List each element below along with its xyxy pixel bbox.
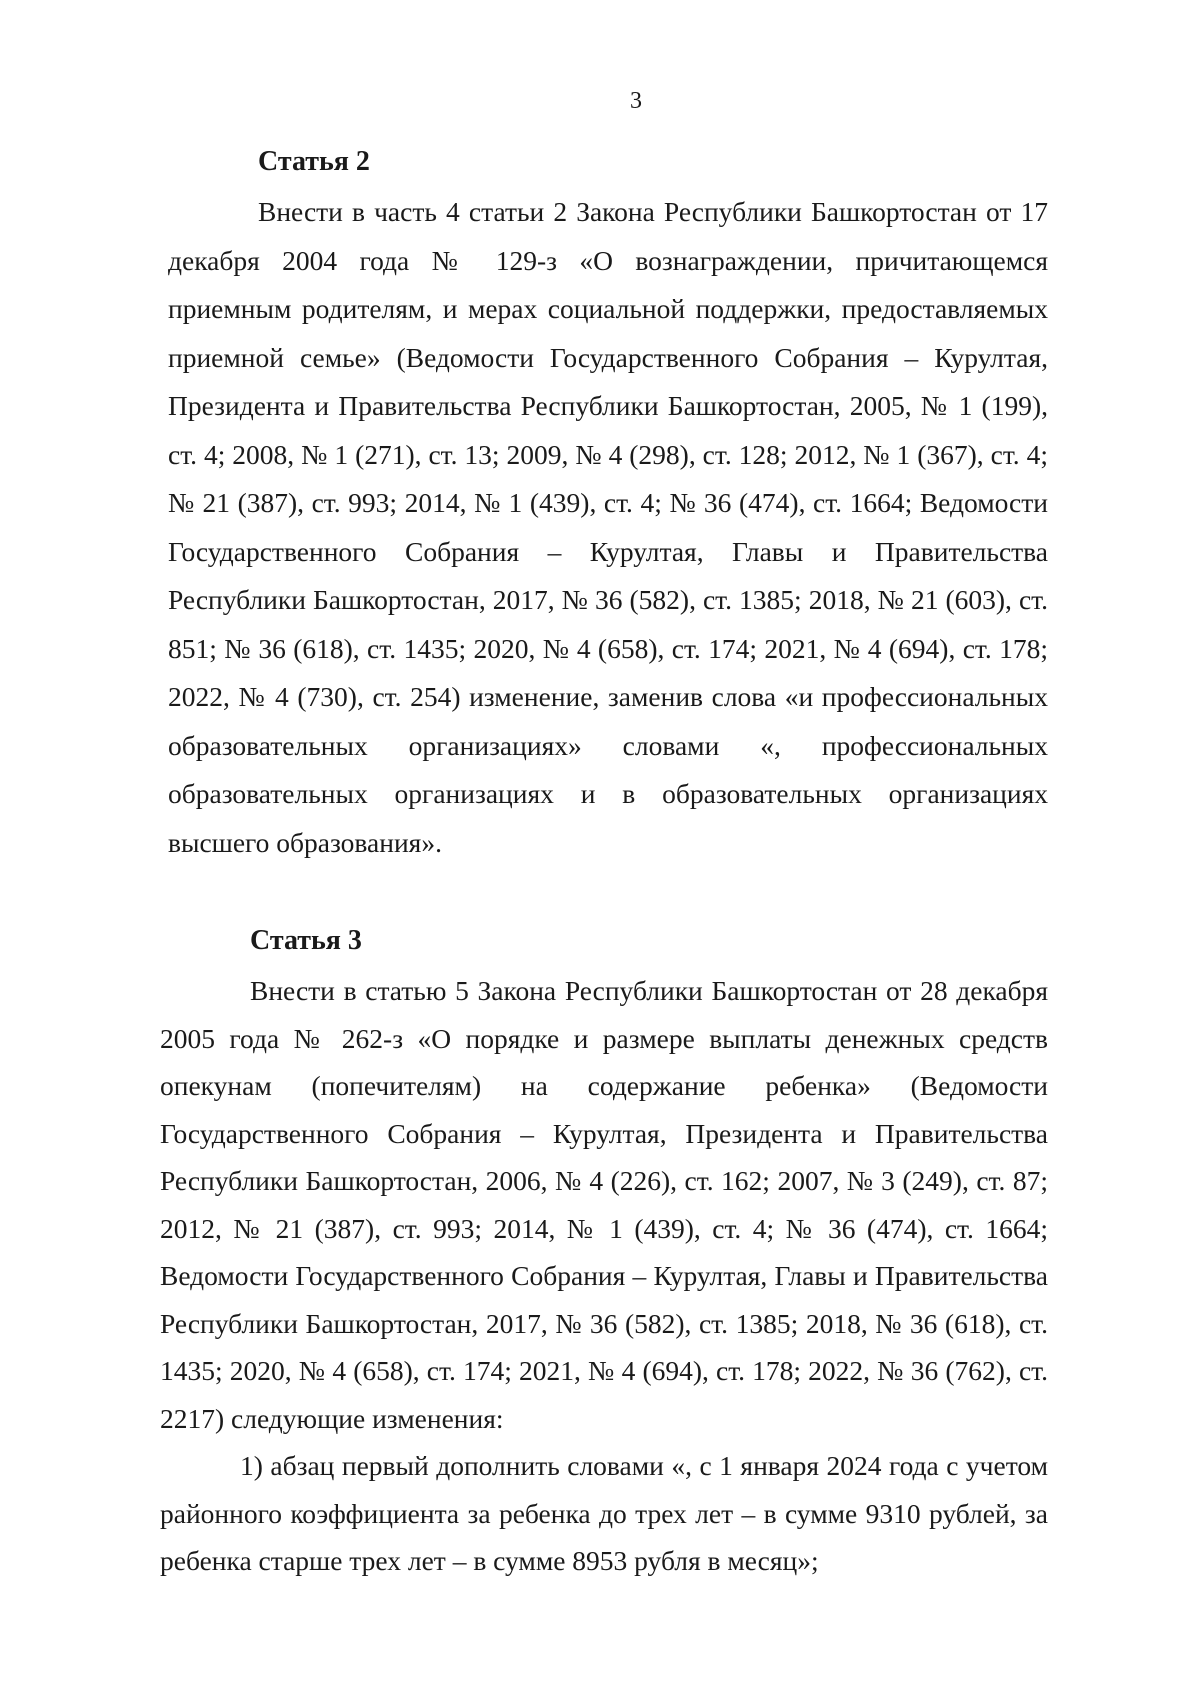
article-heading: Статья 2 xyxy=(258,146,370,177)
article-paragraph: Внести в статью 5 Закона Республики Башкортостан от 28 декабря 2005 года № 262-з «О порядке и размере выплаты денежных средств опекунам (попечителям) на содержание ребенка» (Ведомости Государственного Собрания – Курултая, Президента и Правительства Республики Башкортостан, 2006, № 4 (226), ст. 162; 2007, № 3 (249), ст. 87; 2012, № 21 (387), ст. 993; 2014, № 1 (439), ст. 4; № 36 (474), ст. 1664; Ведомости Государственного Собрания – Курултая, Главы и Правительства Республики Башкортостан, 2017, № 36 (582), ст. 1385; 2018, № 36 (618), ст. 1435; 2020, № 4 (658), ст. 174; 2021, № 4 (694), ст. 178; 2022, № 36 (762), ст. 2217) следующие изменения: xyxy=(160,975,1048,1434)
article-3-section xyxy=(160,917,1048,1585)
article-2-section xyxy=(168,138,1048,867)
article-list-item: 1) абзац первый дополнить словами «, с 1 января 2024 года с учетом районного коэффициента за ребенка до трех лет – в сумме 9310 рублей, за ребенка старше трех лет – в сумме 8953 рубля в месяц»; xyxy=(160,1450,1048,1576)
page-number: 3 xyxy=(630,88,642,114)
article-heading: Статья 3 xyxy=(250,925,362,956)
article-paragraph: Внести в часть 4 статьи 2 Закона Республики Башкортостан от 17 декабря 2004 года № 129-з «О вознаграждении, причитающемся приемным родителям, и мерах социальной поддержки, предоставляемых приемной семье» (Ведомости Государственного Собрания – Курултая, Президента и Правительства Республики Башкортостан, 2005, № 1 (199), ст. 4; 2008, № 1 (271), ст. 13; 2009, № 4 (298), ст. 128; 2012, № 1 (367), ст. 4; № 21 (387), ст. 993; 2014, № 1 (439), ст. 4; № 36 (474), ст. 1664; Ведомости Государственного Собрания – Курултая, Главы и Правительства Республики Башкортостан, 2017, № 36 (582), ст. 1385; 2018, № 21 (603), ст. 851; № 36 (618), ст. 1435; 2020, № 4 (658), ст. 174; 2021, № 4 (694), ст. 178; 2022, № 4 (730), ст. 254) изменение, заменив слова «и профессиональных образовательных организациях» словами «, профессиональных образовательных организациях и в образовательных организациях высшего образования». xyxy=(168,196,1048,858)
